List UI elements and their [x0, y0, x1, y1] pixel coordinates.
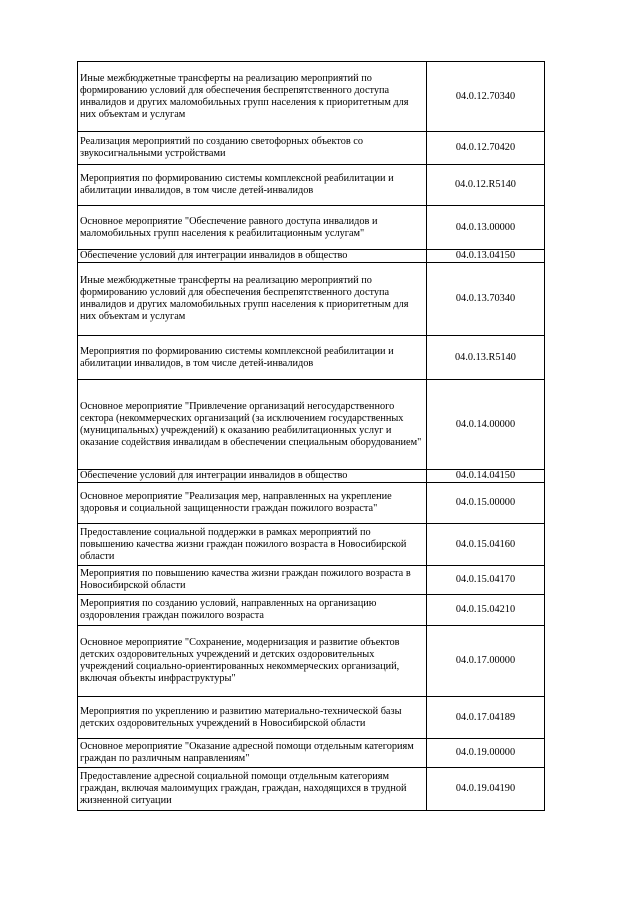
- row-code: 04.0.19.04190: [427, 768, 545, 811]
- row-code: 04.0.14.00000: [427, 380, 545, 470]
- row-code: 04.0.15.04210: [427, 595, 545, 626]
- row-name: Основное мероприятие "Реализация мер, направленных на укрепление здоровья и социальной защищенности граждан пожилого возраста": [78, 483, 427, 524]
- table-row: [78, 206, 545, 250]
- row-code: 04.0.15.04170: [427, 566, 545, 595]
- table-row: [78, 768, 545, 811]
- table-row: [78, 566, 545, 595]
- table-row: [78, 739, 545, 768]
- row-name: Предоставление адресной социальной помощи отдельным категориям граждан, включая малоимущих граждан, граждан, находящихся в трудной жизненной ситуации: [78, 768, 427, 811]
- table-row: [78, 263, 545, 336]
- table-row: [78, 470, 545, 483]
- row-code: 04.0.15.04160: [427, 524, 545, 566]
- table-row: [78, 697, 545, 739]
- table-row: [78, 132, 545, 165]
- table-row: [78, 250, 545, 263]
- row-code: 04.0.14.04150: [427, 470, 545, 483]
- row-name: Предоставление социальной поддержки в рамках мероприятий по повышению качества жизни граждан пожилого возраста в Новосибирской области: [78, 524, 427, 566]
- row-name: Реализация мероприятий по созданию светофорных объектов со звукосигнальными устройствами: [78, 132, 427, 165]
- row-name: Иные межбюджетные трансферты на реализацию мероприятий по формированию условий для обеспечения беспрепятственного доступа инвалидов и других маломобильных групп населения к приоритетным для них объектам и услугам: [78, 62, 427, 132]
- row-code: 04.0.12.70420: [427, 132, 545, 165]
- row-name: Мероприятия по формированию системы комплексной реабилитации и абилитации инвалидов, в том числе детей-инвалидов: [78, 165, 427, 206]
- table-row: [78, 524, 545, 566]
- table-row: [78, 165, 545, 206]
- row-code: 04.0.19.00000: [427, 739, 545, 768]
- row-name: Основное мероприятие "Оказание адресной помощи отдельным категориям граждан по различным направлениям": [78, 739, 427, 768]
- row-name: Обеспечение условий для интеграции инвалидов в общество: [78, 470, 427, 483]
- row-code: 04.0.17.04189: [427, 697, 545, 739]
- row-name: Мероприятия по формированию системы комплексной реабилитации и абилитации инвалидов, в том числе детей-инвалидов: [78, 336, 427, 380]
- table-row: [78, 626, 545, 697]
- table-row: [78, 483, 545, 524]
- table-row: [78, 336, 545, 380]
- row-name: Иные межбюджетные трансферты на реализацию мероприятий по формированию условий для обеспечения беспрепятственного доступа инвалидов и других маломобильных групп населения к приоритетным для них объектам и услугам: [78, 263, 427, 336]
- table-row: [78, 595, 545, 626]
- budget-table: [77, 61, 545, 811]
- row-code: 04.0.13.00000: [427, 206, 545, 250]
- row-name: Основное мероприятие "Привлечение организаций негосударственного сектора (некоммерческих организаций (за исключением государственных (муниципальных) учреждений) к оказанию реабилитационных услуг и оказание содействия инвалидам в обеспечении специальным оборудованием": [78, 380, 427, 470]
- row-code: 04.0.13.R5140: [427, 336, 545, 380]
- row-code: 04.0.12.R5140: [427, 165, 545, 206]
- row-name: Мероприятия по созданию условий, направленных на организацию оздоровления граждан пожилого возраста: [78, 595, 427, 626]
- row-code: 04.0.13.70340: [427, 263, 545, 336]
- row-name: Основное мероприятие "Обеспечение равного доступа инвалидов и маломобильных групп населения к реабилитационным услугам": [78, 206, 427, 250]
- row-code: 04.0.12.70340: [427, 62, 545, 132]
- row-code: 04.0.13.04150: [427, 250, 545, 263]
- row-name: Мероприятия по повышению качества жизни граждан пожилого возраста в Новосибирской области: [78, 566, 427, 595]
- table-row: [78, 380, 545, 470]
- row-name: Основное мероприятие "Сохранение, модернизация и развитие объектов детских оздоровительных учреждений и детских оздоровительных учреждений социально-ориентированных некоммерческих организаций, включая объекты инфраструктуры": [78, 626, 427, 697]
- table-row: [78, 62, 545, 132]
- row-name: Мероприятия по укреплению и развитию материально-технической базы детских оздоровительных учреждений в Новосибирской области: [78, 697, 427, 739]
- row-name: Обеспечение условий для интеграции инвалидов в общество: [78, 250, 427, 263]
- row-code: 04.0.15.00000: [427, 483, 545, 524]
- row-code: 04.0.17.00000: [427, 626, 545, 697]
